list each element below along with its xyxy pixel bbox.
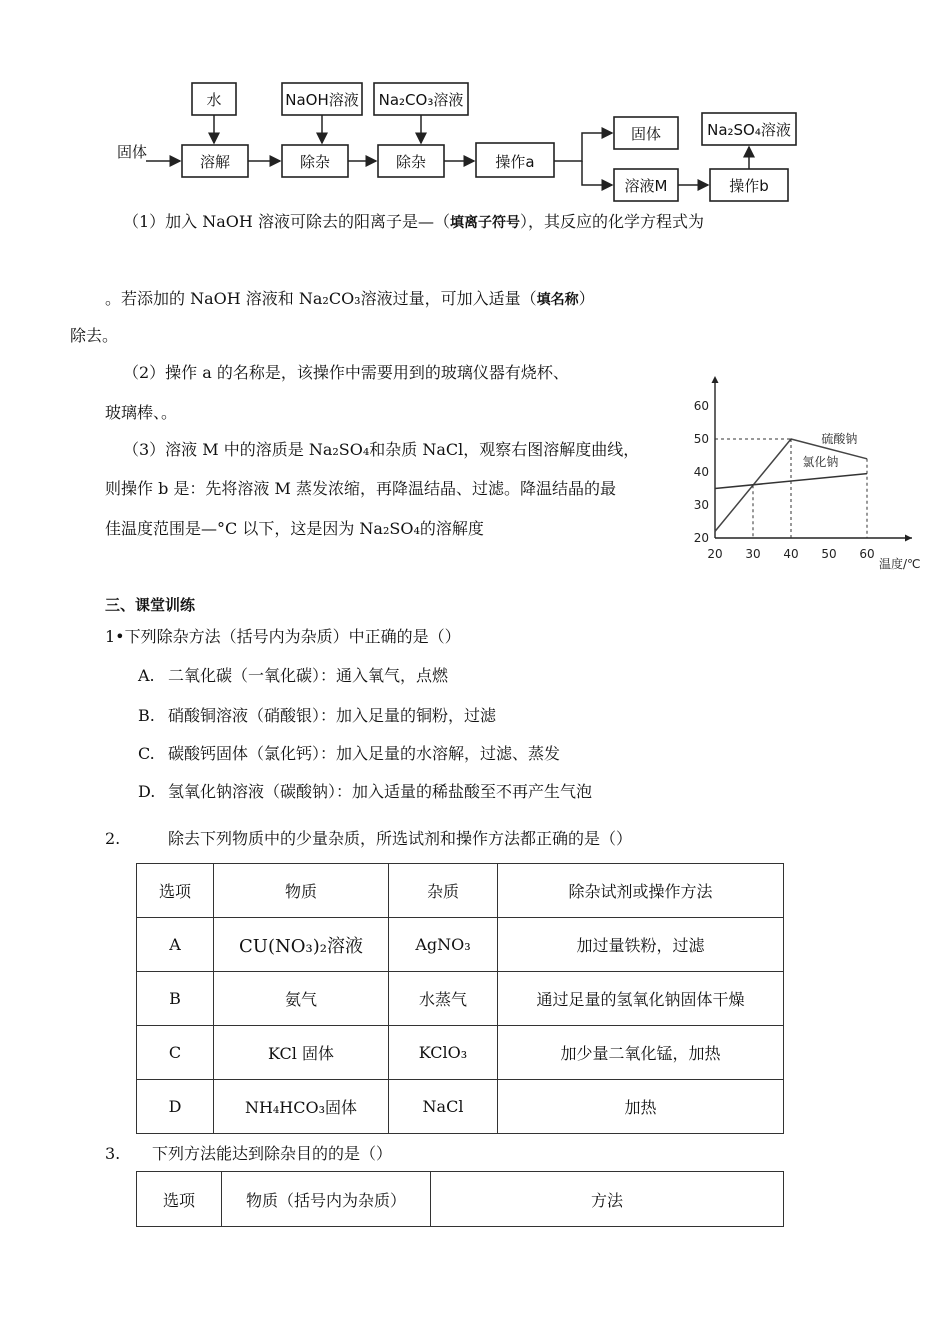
- x-tick-label: 40: [783, 547, 799, 561]
- series-label: 硫酸钠: [821, 432, 858, 446]
- header-cell: 选项: [137, 864, 214, 918]
- option-d: D. 氢氧化钠溶液（碳酸钠）：加入适量的稀盐酸至不再产生气泡: [138, 782, 593, 801]
- table-cell: KCl 固体: [214, 1026, 389, 1080]
- y-tick-label: 50: [693, 432, 709, 446]
- remove1-label: 除杂: [299, 153, 331, 171]
- solid-label: 固体: [117, 143, 148, 161]
- op-b-label: 操作b: [729, 177, 769, 195]
- option-a: A. 二氧化碳（一氧化碳）：通入氧气，点燃: [138, 666, 449, 685]
- table-cell: A: [137, 918, 214, 972]
- q3-table: [136, 1171, 784, 1227]
- table-cell: C: [137, 1026, 214, 1080]
- process-flowchart: [100, 75, 820, 205]
- dissolve-label: 溶解: [199, 153, 231, 171]
- table-cell: KClO₃: [389, 1026, 498, 1080]
- y-tick-label: 30: [693, 498, 709, 512]
- table-cell: NaCl: [389, 1080, 498, 1134]
- table-cell: B: [137, 972, 214, 1026]
- solid-out-label: 固体: [630, 125, 662, 143]
- y-axis-arrow: [712, 376, 719, 383]
- q3-number: 3.: [105, 1144, 121, 1163]
- table-cell: 加热: [498, 1080, 784, 1134]
- q1-part2b-line: 玻璃棒、。: [105, 403, 178, 422]
- water-label: 水: [206, 91, 222, 109]
- q2-table: [136, 863, 784, 1134]
- table-row: [137, 1026, 784, 1080]
- q3-stem: 下列方法能达到除杂目的的是（）: [152, 1144, 393, 1163]
- table-row: [137, 918, 784, 972]
- table-row: [137, 972, 784, 1026]
- header-cell: 选项: [137, 1172, 222, 1227]
- remove2-label: 除杂: [395, 153, 427, 171]
- header-cell: 除杂试剂或操作方法: [498, 864, 784, 918]
- table-cell: AgNO₃: [389, 918, 498, 972]
- naoh-label: NaOH溶液: [285, 91, 359, 109]
- table-row: [137, 1080, 784, 1134]
- table-cell: 通过足量的氢氧化钠固体干燥: [498, 972, 784, 1026]
- q1-part1-line: （1）加入 NaOH 溶液可除去的阳离子是—（填离子符号），其反应的化学方程式为: [123, 212, 704, 231]
- y-tick-label: 60: [693, 399, 709, 413]
- header-cell: 物质（括号内为杂质）: [222, 1172, 431, 1227]
- table-cell: 氨气: [214, 972, 389, 1026]
- q1-stem: 1•下列除杂方法（括号内为杂质）中正确的是（）: [105, 627, 461, 646]
- solution-m-label: 溶液M: [624, 177, 668, 195]
- na2co3-label: Na₂CO₃溶液: [378, 91, 464, 109]
- section-heading: 三、课堂训练: [105, 596, 196, 614]
- q1-part1b-line: 。若添加的 NaOH 溶液和 Na₂CO₃溶液过量，可加入适量（填名称）: [105, 289, 595, 308]
- table-cell: 加少量二氧化锰，加热: [498, 1026, 784, 1080]
- table-cell: 加过量铁粉，过滤: [498, 918, 784, 972]
- x-axis-arrow: [905, 535, 912, 542]
- y-tick-label: 40: [693, 465, 709, 479]
- q2-number: 2.: [105, 829, 121, 848]
- header-cell: 杂质: [389, 864, 498, 918]
- solubility-chart: [680, 370, 935, 575]
- series-label: 氯化钠: [802, 455, 839, 470]
- op-a-label: 操作a: [495, 153, 535, 171]
- q1-part1c-line: 除去。: [70, 326, 119, 345]
- x-tick-label: 20: [707, 547, 723, 561]
- table-header-row: [137, 1172, 784, 1227]
- table-cell: CU(NO₃)₂溶液: [214, 918, 389, 972]
- x-tick-label: 50: [821, 547, 837, 561]
- q1-part3a-line: （3）溶液 M 中的溶质是 Na₂SO₄和杂质 NaCl，观察右图溶解度曲线，: [123, 440, 640, 459]
- q1-part3b-line: 则操作 b 是：先将溶液 M 蒸发浓缩，再降温结晶、过滤。降温结晶的最: [105, 479, 616, 498]
- x-tick-label: 60: [859, 547, 875, 561]
- table-cell: D: [137, 1080, 214, 1134]
- q2-stem: 除去下列物质中的少量杂质，所选试剂和操作方法都正确的是（）: [168, 829, 633, 848]
- table-cell: NH₄HCO₃固体: [214, 1080, 389, 1134]
- y-tick-label: 20: [693, 531, 709, 545]
- table-header-row: [137, 864, 784, 918]
- x-axis-title: 温度/℃: [879, 557, 921, 571]
- x-tick-label: 30: [745, 547, 761, 561]
- na2so4-label: Na₂SO₄溶液: [707, 121, 791, 139]
- option-c: C. 碳酸钙固体（氯化钙）：加入足量的水溶解，过滤、蒸发: [138, 744, 561, 763]
- q1-part3c-line: 佳温度范围是—°C 以下，这是因为 Na₂SO₄的溶解度: [105, 519, 484, 538]
- option-b: B. 硝酸铜溶液（硝酸银）：加入足量的铜粉，过滤: [138, 706, 497, 725]
- q1-part2a-line: （2）操作 a 的名称是，该操作中需要用到的玻璃仪器有烧杯、: [123, 363, 569, 382]
- table-cell: 水蒸气: [389, 972, 498, 1026]
- header-cell: 方法: [431, 1172, 784, 1227]
- header-cell: 物质: [214, 864, 389, 918]
